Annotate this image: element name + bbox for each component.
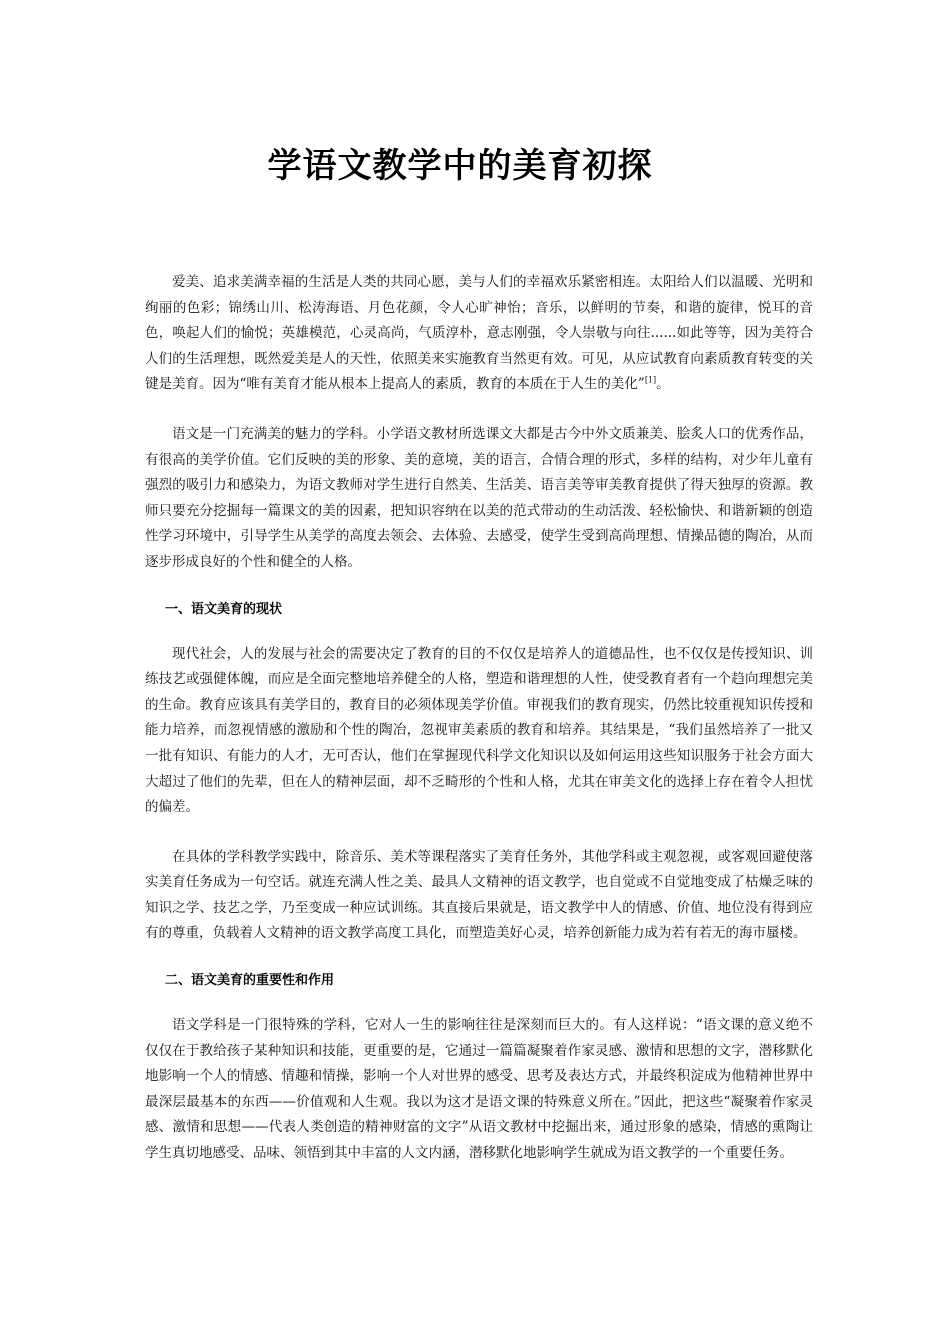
section-heading-current-status: 一、语文美育的现状: [165, 601, 283, 617]
paragraph-intro: [145, 270, 813, 398]
citation-marker: [1]: [644, 375, 657, 385]
paragraph-chinese-subject: 语文是一门充满美的魅力的学科。小学语文教材所选课文大都是古今中外文质兼美、脍炙人口的优秀作品，有很高的美学价值。它们反映的美的形象、美的意境，美的语言，合情合理的形式，多样的结构，对少年儿童有强烈的吸引力和感染力，为语文教师对学生进行自然美、生活美、语言美等审美教育提供了得天独厚的资源。教师只要充分挖掘每一篇课文的美的因素，把知识容纳在以美的范式带动的生动活泼、轻松愉快、和谐新颖的创造性学习环境中，引导学生从美学的高度去领会、去体验、去感受，使学生受到高尚理想、情操品德的陶冶，从而逐步形成良好的个性和健全的人格。: [145, 425, 813, 570]
paragraph-intro-ending: 。: [656, 376, 670, 393]
document-body: [145, 270, 813, 1191]
paragraph-teaching-practice: 在具体的学科教学实践中，除音乐、美术等课程落实了美育任务外，其他学科或主观忽视，或客观回避使落实美育任务成为一句空话。就连充满人性之美、最具人文精神的语文教学，也自觉或不自觉地变成了枯燥乏味的知识之学、技艺之学，乃至变成一种应试训练。其直接后果就是，语文教学中人的情感、价值、地位没有得到应有的尊重，负载着人文精神的语文教学高度工具化，而塑造美好心灵，培养创新能力成为若有若无的海市蜃楼。: [145, 848, 813, 942]
paragraph-special-subject: 语文学科是一门很特殊的学科，它对人一生的影响往往是深刻而巨大的。有人这样说：“语文课的意义绝不仅仅在于教给孩子某种知识和技能，更重要的是，它通过一篇篇凝聚着作家灵感、激情和思想的文字，潜移默化地影响一个人的情感、情趣和情操，影响一个人对世界的感受、思考及表达方式，并最终积淀成为他精神世界中最深层最基本的东西——价值观和人生观。我以为这才是语文课的特殊意义所在。”因此，把这些“凝聚着作家灵感、激情和思想——代表人类创造的精神财富的文字”从语文教材中挖掘出来，通过形象的感染，情感的熏陶让学生真切地感受、品味、领悟到其中丰富的人文内涵，潜移默化地影响学生就成为语文教学的一个重要任务。: [145, 1017, 813, 1162]
paragraph-intro-text: 爱美、追求美满幸福的生活是人类的共同心愿，美与人们的幸福欢乐紧密相连。太阳给人们以温暖、光明和绚丽的色彩；锦绣山川、松涛海语、月色花颜，令人心旷神怡；音乐，以鲜明的节奏，和谐的旋律，悦耳的音色，唤起人们的愉悦；英雄模范，心灵高尚，气质淳朴，意志刚强，令人崇敬与向往......如此等等，因为美符合人们的生活理想，既然爱美是人的天性，依照美来实施教育当然更有效。可见，从应试教育向素质教育转变的关键是美育。因为“唯有美育才能从根本上提高人的素质，教育的本质在于人生的美化”: [145, 274, 813, 393]
document-title: 学语文教学中的美育初探: [267, 146, 653, 186]
section-heading-importance: 二、语文美育的重要性和作用: [165, 973, 335, 989]
paragraph-modern-society: 现代社会，人的发展与社会的需要决定了教育的目的不仅仅是培养人的道德品性，也不仅仅是传授知识、训练技艺或强健体魄，而应是全面完整地培养健全的人格，塑造和谐理想的人性，使受教育者有一个趋向理想完美的生命。教育应该具有美学目的，教育目的必须体现美学价值。审视我们的教育现实，仍然比较重视知识传授和能力培养，而忽视情感的激励和个性的陶冶，忽视审美素质的教育和培养。其结果是，“我们虽然培养了一批又一批有知识、有能力的人才，无可否认，他们在掌握现代科学文化知识以及如何运用这些知识服务于社会方面大大超过了他们的先辈，但在人的精神层面，却不乏畸形的个性和人格，尤其在审美文化的选择上存在着令人担忧的偏差。: [145, 645, 813, 816]
